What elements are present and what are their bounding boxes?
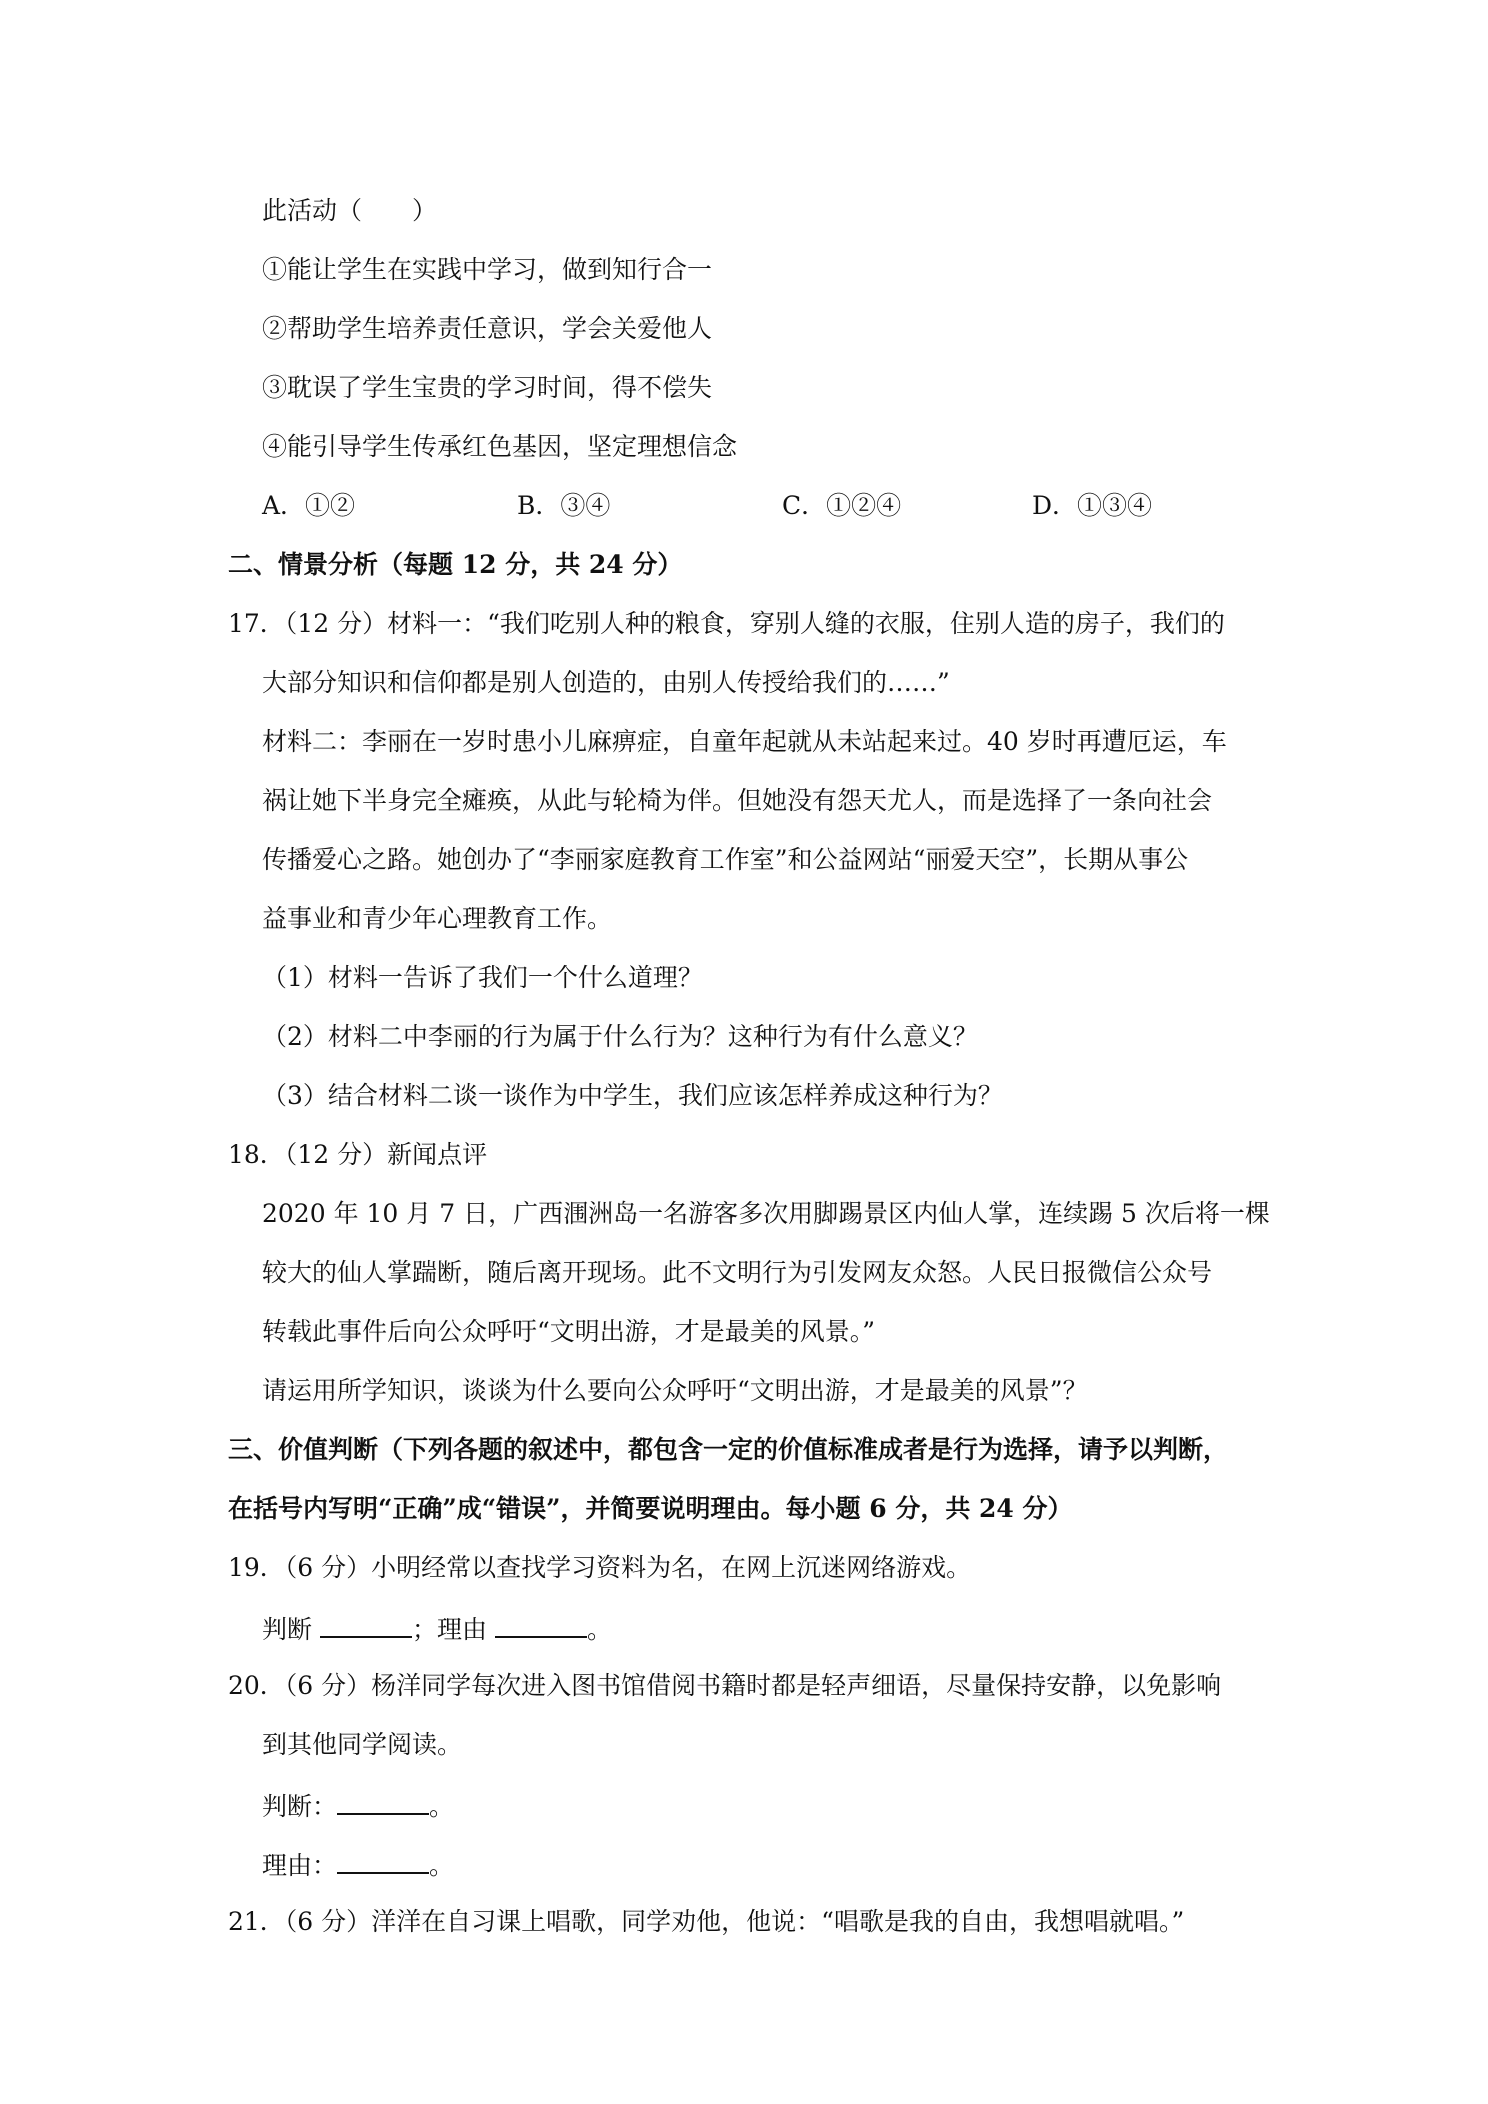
q20-line-1: 20．（6 分）杨洋同学每次进入图书馆借阅书籍时都是轻声细语，尽量保持安静，以免影响 bbox=[228, 1671, 1222, 1700]
q17-line-1: 17．（12 分）材料一：“我们吃别人种的粮食，穿别人缝的衣服，住别人造的房子，我们的 bbox=[228, 609, 1225, 638]
q19-judge-blank[interactable] bbox=[320, 1610, 412, 1638]
q20-reason-blank[interactable] bbox=[337, 1846, 429, 1874]
q20-reason-end: 。 bbox=[429, 1851, 455, 1880]
q16-item-4: ④能引导学生传承红色基因，坚定理想信念 bbox=[262, 432, 738, 461]
q17-line-5: 传播爱心之路。她创办了“李丽家庭教育工作室”和公益网站“丽爱天空”，长期从事公 bbox=[262, 845, 1189, 874]
q18-line-5: 请运用所学知识，谈谈为什么要向公众呼吁“文明出游，才是最美的风景”？ bbox=[262, 1376, 1088, 1405]
q17-line-2: 大部分知识和信仰都是别人创造的，由别人传授给我们的……” bbox=[262, 668, 950, 697]
q20-judge-blank[interactable] bbox=[337, 1787, 429, 1815]
q16-stem-end: 此活动（ ） bbox=[262, 196, 438, 225]
q18-line-2: 2020 年 10 月 7 日，广西涠洲岛一名游客多次用脚踢景区内仙人掌，连续踢 5 次后将一棵 bbox=[262, 1199, 1270, 1228]
q20-reason-line bbox=[262, 1846, 454, 1883]
q20-line-2: 到其他同学阅读。 bbox=[262, 1730, 463, 1759]
q16-option-c: C．①②④ bbox=[782, 491, 902, 520]
q19-stem: 19．（6 分）小明经常以查找学习资料为名，在网上沉迷网络游戏。 bbox=[228, 1553, 972, 1582]
q19-end: 。 bbox=[586, 1615, 612, 1644]
q17-line-6: 益事业和青少年心理教育工作。 bbox=[262, 904, 613, 933]
q16-option-d: D．①③④ bbox=[1032, 491, 1153, 520]
q19-reason-blank[interactable] bbox=[495, 1610, 587, 1638]
q18-line-3: 较大的仙人掌踹断，随后离开现场。此不文明行为引发网友众怒。人民日报微信公众号 bbox=[262, 1258, 1213, 1287]
q20-judge-line bbox=[262, 1787, 454, 1824]
q18-line-4: 转载此事件后向公众呼吁“文明出游，才是最美的风景。” bbox=[262, 1317, 876, 1346]
section3-heading-1: 三、价值判断（下列各题的叙述中，都包含一定的价值标准成者是行为选择，请予以判断， bbox=[228, 1435, 1229, 1464]
q16-item-1: ①能让学生在实践中学习，做到知行合一 bbox=[262, 255, 713, 284]
q21-stem: 21．（6 分）洋洋在自习课上唱歌，同学劝他，他说：“唱歌是我的自由，我想唱就唱。” bbox=[228, 1907, 1185, 1936]
q17-line-4: 祸让她下半身完全瘫痪，从此与轮椅为伴。但她没有怨天尤人，而是选择了一条向社会 bbox=[262, 786, 1213, 815]
q19-judge-label: 判断 bbox=[262, 1615, 313, 1644]
q17-sub-1: （1）材料一告诉了我们一个什么道理？ bbox=[262, 963, 703, 992]
q16-option-b: B．③④ bbox=[517, 491, 611, 520]
q18-line-1: 18．（12 分）新闻点评 bbox=[228, 1140, 488, 1169]
q17-sub-2: （2）材料二中李丽的行为属于什么行为？这种行为有什么意义？ bbox=[262, 1022, 978, 1051]
q17-line-3: 材料二：李丽在一岁时患小儿麻痹症，自童年起就从未站起来过。40 岁时再遭厄运，车 bbox=[262, 727, 1227, 756]
q20-judge-end: 。 bbox=[429, 1792, 455, 1821]
section3-heading-2: 在括号内写明“正确”成“错误”，并简要说明理由。每小题 6 分，共 24 分） bbox=[228, 1494, 1073, 1523]
q19-answer-line bbox=[262, 1610, 612, 1647]
section2-heading: 二、情景分析（每题 12 分，共 24 分） bbox=[228, 550, 683, 579]
q20-reason-label: 理由： bbox=[262, 1851, 338, 1880]
q16-item-2: ②帮助学生培养责任意识，学会关爱他人 bbox=[262, 314, 713, 343]
q16-item-3: ③耽误了学生宝贵的学习时间，得不偿失 bbox=[262, 373, 713, 402]
q17-sub-3: （3）结合材料二谈一谈作为中学生，我们应该怎样养成这种行为？ bbox=[262, 1081, 1003, 1110]
q20-judge-label: 判断： bbox=[262, 1792, 338, 1821]
q19-reason-label: ；理由 bbox=[411, 1615, 487, 1644]
q16-option-a: A．①② bbox=[262, 491, 356, 520]
